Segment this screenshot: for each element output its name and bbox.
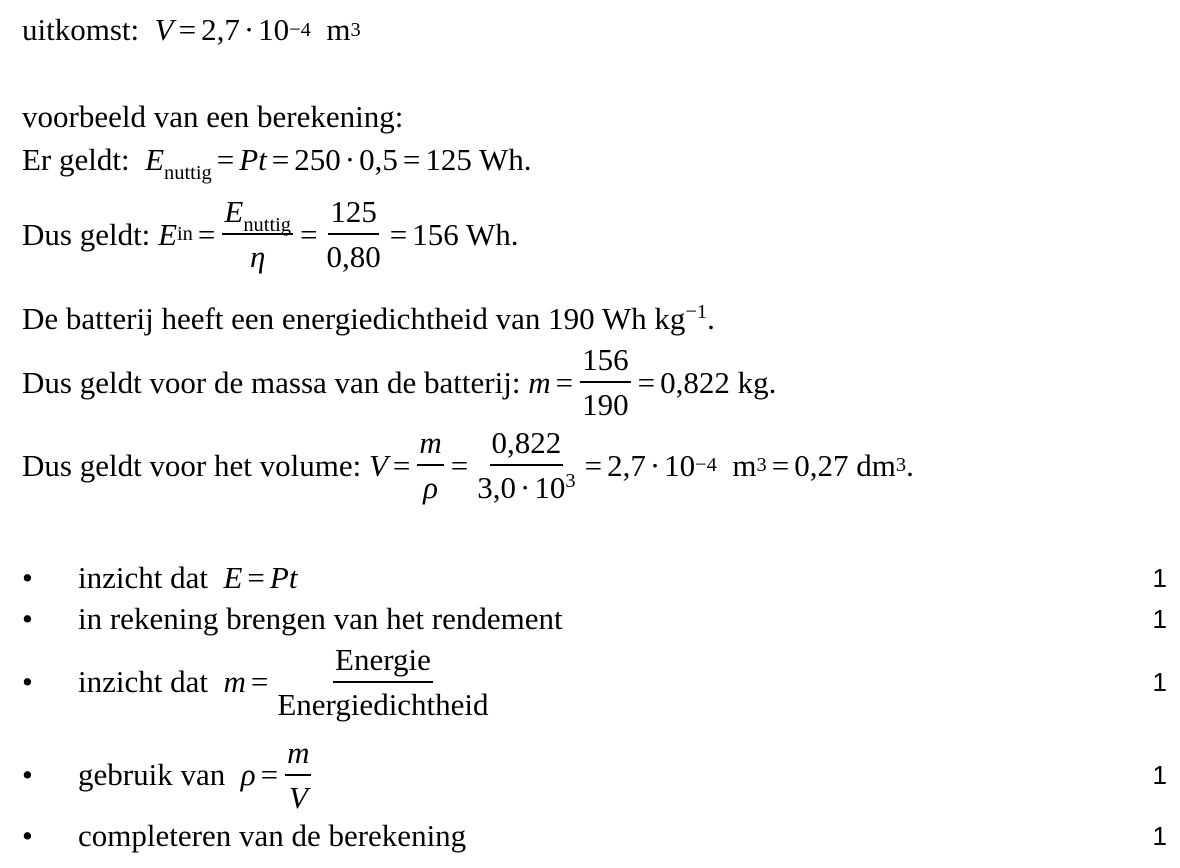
criterion-text: gebruik van xyxy=(78,757,226,792)
example-line-4 xyxy=(22,344,776,420)
criterion-row xyxy=(0,818,1180,853)
criterion-formula: E = Pt xyxy=(223,560,298,595)
example-heading: voorbeeld van een berekening: xyxy=(22,99,404,134)
bullet-icon: • xyxy=(22,664,33,699)
example-line-4-label: Dus geldt voor de massa van de batterij: xyxy=(22,364,521,400)
example-line-2-formula: E in = $\frac{E_{nuttig}}{\eta}$ = $\frac{125}{0,80}$ = 156 Wh. xyxy=(158,194,519,274)
criterion-points: 1 xyxy=(1152,820,1167,851)
example-line-2-label: Dus geldt: xyxy=(22,216,151,252)
example-line-5-formula: V = $\frac{m}{\rho}$ = $\frac{0,822}{3,0 \cdot 10^3}$ = 2,7 · 10 −4 m 3 = 0,27 dm 3 . xyxy=(368,425,914,505)
criterion-text: inzicht dat xyxy=(78,664,208,699)
result-line xyxy=(22,14,361,45)
criterion-formula: m = $\frac{\text{Energie}}{\text{Energiedichtheid}}$ xyxy=(223,642,489,722)
example-line-3: De batterij heeft een energiedichtheid van 190 Wh $kg^{-1}$. xyxy=(22,300,715,336)
result-label: uitkomst: xyxy=(22,12,140,47)
criterion-row xyxy=(0,560,1180,595)
criterion-points: 1 xyxy=(1152,666,1167,697)
criterion-row xyxy=(0,642,1180,722)
criterion-text: in rekening brengen van het rendement xyxy=(78,601,563,636)
example-line-1-formula: $E_{nuttig} = Pt = 250 \cdot 0,5 = 125$ Wh. xyxy=(145,142,532,185)
example-line-5-label: Dus geldt voor het volume: xyxy=(22,447,362,483)
criterion-text: inzicht dat xyxy=(78,560,208,595)
criterion-row xyxy=(0,601,1180,636)
bullet-icon: • xyxy=(22,757,33,792)
criterion-points: 1 xyxy=(1152,759,1167,790)
example-line-1 xyxy=(22,142,532,185)
example-line-5 xyxy=(22,427,914,503)
bullet-icon: • xyxy=(22,601,33,636)
result-formula: V = 2,7 · 10 −4 m 3 xyxy=(154,12,361,47)
bullet-icon: • xyxy=(22,818,33,853)
criterion-points: 1 xyxy=(1152,603,1167,634)
bullet-icon: • xyxy=(22,560,33,595)
criterion-row xyxy=(0,735,1180,815)
criterion-formula: ρ = $\frac{m}{V}$ xyxy=(240,735,310,815)
criterion-points: 1 xyxy=(1152,562,1167,593)
example-line-4-formula: m = $\frac{156}{190}$ = 0,822 kg. xyxy=(528,342,777,422)
example-line-2 xyxy=(22,196,518,272)
criterion-text: completeren van de berekening xyxy=(78,818,467,853)
example-line-1-label: Er geldt: xyxy=(22,142,130,177)
